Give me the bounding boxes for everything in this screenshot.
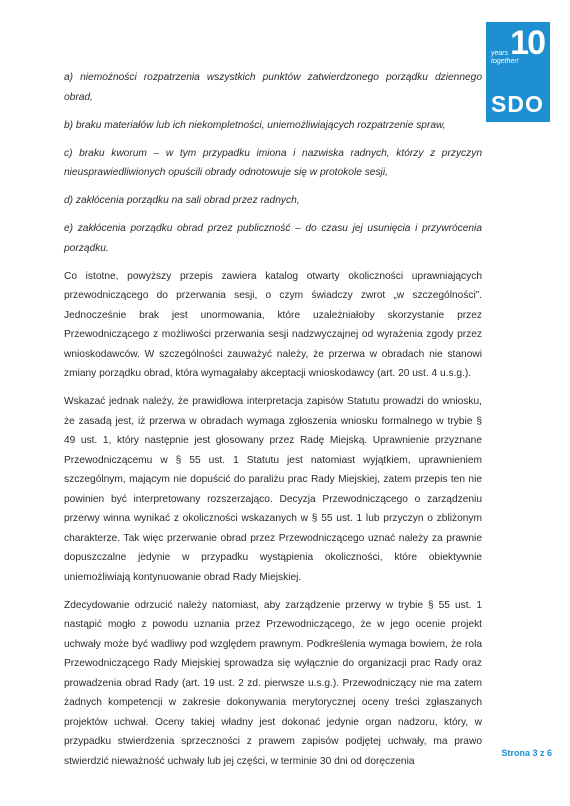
logo-number: 10: [510, 24, 544, 62]
paragraph-rejection: Zdecydowanie odrzucić należy natomiast, aby zarządzenie przerwy w trybie § 55 ust. 1 nastąpić mogło z powodu uznania przez Przewodniczącego, że w jego ocenie projekt uchwały może być wadliwy pod względem prawnym. Podkreślenia wymaga bowiem, że rola Przewodniczącego Rady Miejskiej sprowadza się wyłącznie do organizacji prac Rady oraz prowadzenia obrad Rady (art. 19 ust. 2 zd. pierwsze u.s.g.). Przewodniczący nie ma zatem żadnych kompetencji w zakresie dokonywania merytorycznej oceny treści zgłaszanych projektów uchwał. Oceny takiej władny jest dokonać jedynie organ nadzoru, który, w przypadku stwierdzenia sprzeczności z prawem zapisów podjętej uchwały, ma prawo stwierdzić nieważność uchwały lub jej części, w terminie 30 dni od doręczenia: [64, 599, 482, 767]
list-item-a: a) niemożności rozpatrzenia wszystkich punktów zatwierdzonego porządku dziennego obrad,: [64, 72, 482, 103]
page-number: Strona 3 z 6: [501, 748, 552, 758]
paragraph-catalog: Co istotne, powyższy przepis zawiera katalog otwarty okoliczności uprawniających przewodniczącego do przerwania sesji, o czym świadczy zwrot „w szczególności”. Jednocześnie brak jest unormowania, które uzależniałoby skorzystanie przez Przewodniczącego z możliwości przerwania sesji nadzwyczajnej od wyrażenia zgody przez wnioskodawców. W szczególności zauważyć należy, że przerwa w obradach nie stanowi zmiany porządku obrad, która wymagałaby akceptacji wnioskodawcy (art. 20 ust. 4 u.s.g.).: [64, 270, 482, 379]
paragraph-interpretation: Wskazać jednak należy, że prawidłowa interpretacja zapisów Statutu prowadzi do wniosku, że zasadą jest, iż przerwa w obradach wymaga zgłoszenia wniosku formalnego w trybie § 49 ust. 1, który następnie jest głosowany przez Radę Miejską. Uprawnienie przyznane Przewodniczącemu w § 55 ust. 1 Statutu jest natomiast wyjątkiem, uprawnieniem szczególnym, mającym nie dopuścić do paraliżu prac Rady Miejskiej, zatem przepis ten nie powinien być interpretowany rozszerzająco. Decyzja Przewodniczącego o zarządzeniu przerwy winna wynikać z okoliczności wskazanych w § 55 ust. 1 lub przyczyn o zbliżonym charakterze. Tak więc przerwanie obrad przez Przewodniczącego uznać należy za prawnie dopuszczalne jedynie w przypadku wystąpienia okoliczności, które obiektywnie uniemożliwiają kontynuowanie obrad Rady Miejskiej.: [64, 396, 482, 583]
list-item-e: e) zakłócenia porządku obrad przez publiczność – do czasu jej usunięcia i przywrócenia porządku.: [64, 223, 482, 254]
logo-tagline: years together!: [491, 50, 519, 65]
list-item-b: b) braku materiałów lub ich niekompletności, uniemożliwiających rozpatrzenie spraw,: [64, 119, 446, 131]
document-body: [64, 68, 482, 780]
list-item-d: d) zakłócenia porządku na sali obrad przez radnych,: [64, 195, 300, 206]
logo-brand: SDO: [491, 91, 544, 117]
list-item-c: c) braku kworum – w tym przypadku imiona i nazwiska radnych, którzy z przyczyn nieusprawiedliwionych opuścili obrady odnotowuje się w protokole sesji,: [64, 147, 482, 178]
sdo-logo: [486, 22, 550, 122]
